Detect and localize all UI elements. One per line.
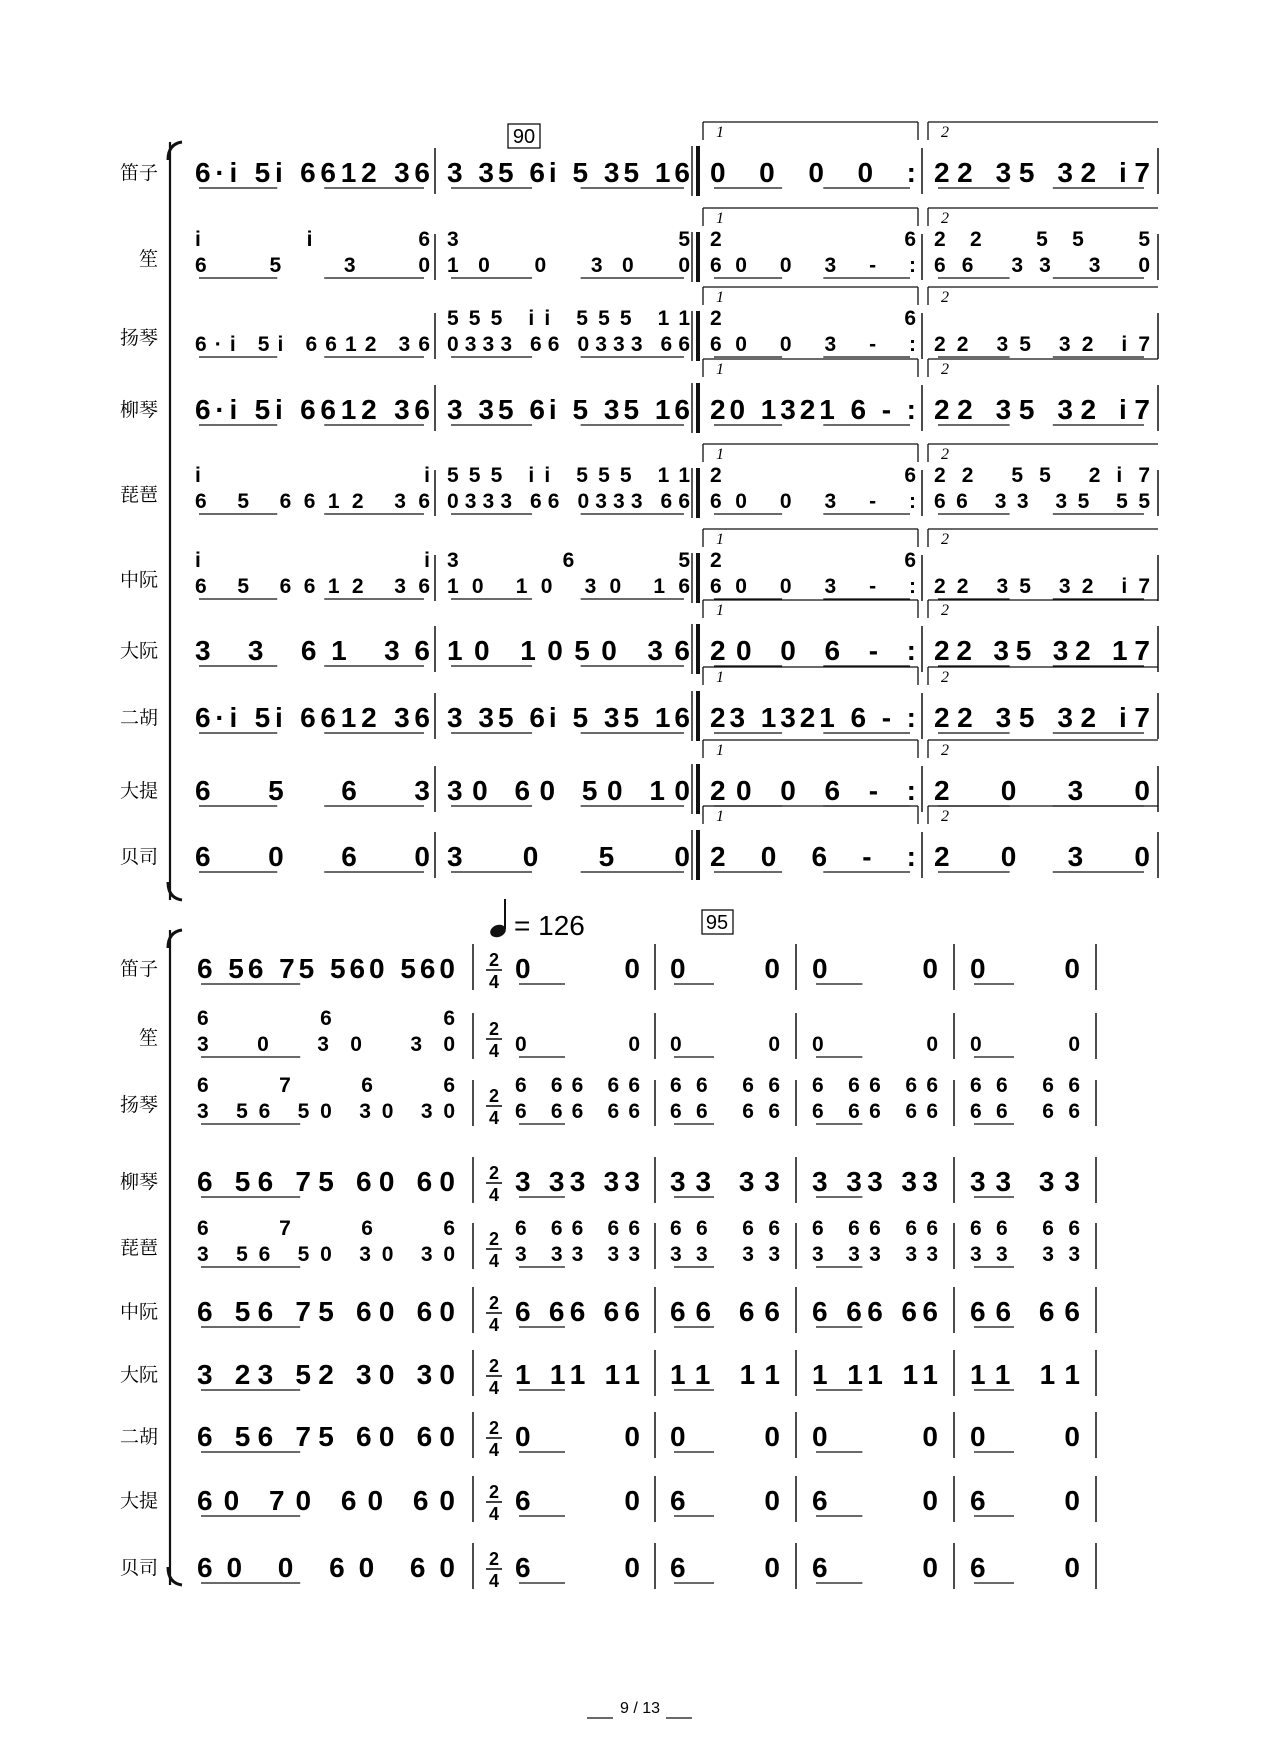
measure-notes: 0 0	[970, 1421, 1080, 1452]
time-signature	[486, 1293, 502, 1335]
time-signature	[486, 950, 502, 992]
time-signature-top: 2	[488, 950, 500, 970]
measure-notes: 3 33 33	[515, 1243, 640, 1266]
measure-notes: 6 56 75 60 60	[197, 1296, 455, 1327]
measure-notes: 3 5	[447, 228, 690, 251]
volta-1-label: 1	[716, 210, 724, 227]
measure-notes: 66 66	[970, 1100, 1080, 1123]
measure-notes: 0 0	[812, 1421, 938, 1452]
instrument-label: 中阮	[119, 569, 158, 591]
measure-notes: 3 23 52 30 30	[197, 1359, 455, 1390]
measure-notes: 0 0	[670, 1033, 780, 1056]
measure-notes: 0333 66 0333 66	[447, 333, 690, 356]
measure-notes: 6 6 6	[197, 1007, 455, 1030]
measure-notes: 66 33 3 0	[934, 254, 1150, 277]
measure-notes: 0 0	[515, 1421, 640, 1452]
measure-notes: 2 6	[710, 228, 916, 251]
instrument-label: 柳琴	[119, 1171, 158, 1193]
measure-notes: 22 55 5	[934, 228, 1150, 251]
measure-notes: 3 0 30 30	[197, 1033, 455, 1056]
measure-notes: 1 11 11	[812, 1359, 938, 1390]
measure-notes: 23 1321 6 - :	[710, 702, 916, 733]
volta-2-label: 2	[941, 669, 949, 686]
measure-notes: 3 35 6i 5 35 16	[447, 702, 690, 733]
measure-notes: i i	[195, 464, 430, 487]
time-signature-top: 2	[488, 1086, 500, 1106]
measure-notes: 66 66	[670, 1296, 780, 1327]
measure-notes: 0 0	[812, 953, 938, 984]
measure-notes: 22 35 32 i7	[934, 575, 1150, 598]
measure-notes: 20 1321 6 - :	[710, 394, 916, 425]
time-signature	[486, 1356, 502, 1398]
measure-notes: 60 0 3 - :	[710, 254, 916, 277]
time-signature-bottom: 4	[488, 1108, 500, 1128]
measure-notes: 66 66	[670, 1074, 780, 1097]
measure-notes: 2 6	[710, 307, 916, 330]
instrument-label: 琵琶	[119, 1237, 158, 1259]
measure-notes: 60 0 3 - :	[710, 490, 916, 513]
measure-notes: 6 56 75 60 60	[197, 1421, 455, 1452]
instrument-label: 扬琴	[119, 327, 158, 349]
measure-notes: 0 0	[515, 953, 640, 984]
volta-1-label: 1	[716, 124, 724, 141]
measure-notes: 6·i 5i 6612 36	[195, 702, 430, 733]
measure-notes: 0 0	[812, 1033, 938, 1056]
measure-notes: 6 7 6 6	[197, 1217, 455, 1240]
measure-notes: 2 0 3 0	[934, 841, 1150, 872]
tempo-marking	[488, 899, 584, 941]
volta-1-label: 1	[716, 602, 724, 619]
staff-row	[120, 1412, 1096, 1460]
measure-notes: 3 33 33	[812, 1243, 938, 1266]
measure-notes: 66 66	[670, 1217, 780, 1240]
staff-row	[120, 1287, 1096, 1335]
measure-notes: 60 0 3 - :	[710, 575, 916, 598]
time-signature-bottom: 4	[488, 1251, 500, 1271]
time-signature	[486, 1418, 502, 1460]
staff-row	[139, 1007, 1096, 1061]
time-signature-top: 2	[488, 1549, 500, 1569]
volta-1-label: 1	[716, 669, 724, 686]
time-signature-top: 2	[488, 1293, 500, 1313]
time-signature	[486, 1482, 502, 1524]
measure-notes: 6 7 6 6	[197, 1074, 455, 1097]
volta-2-label: 2	[941, 361, 949, 378]
measure-notes: 60 70 60 60	[197, 1485, 455, 1516]
measure-notes: 60 0 60 60	[197, 1552, 455, 1583]
staff-row	[120, 944, 1096, 992]
measure-notes: 11 11	[670, 1359, 780, 1390]
measure-notes: 6 0	[812, 1552, 938, 1583]
volta-2-label: 2	[941, 808, 949, 825]
measure-notes: 0 0	[515, 1033, 640, 1056]
instrument-label: 大阮	[119, 640, 158, 662]
measure-notes: 22 35 32 17	[934, 635, 1150, 666]
time-signature-top: 2	[488, 1356, 500, 1376]
instrument-label: 贝司	[119, 1557, 158, 1579]
volta-1-label: 1	[716, 289, 724, 306]
measure-notes: 3 35 6i 5 35 16	[447, 394, 690, 425]
staff-row	[120, 1543, 1096, 1591]
staff-row	[120, 740, 1158, 814]
time-signature	[486, 1549, 502, 1591]
footer	[587, 1700, 692, 1718]
measure-notes: 3 33 33	[515, 1166, 640, 1197]
measure-notes: 0 0	[670, 953, 780, 984]
instrument-label: 大阮	[119, 1364, 158, 1386]
measure-notes: 555 ii 555 11	[447, 464, 690, 487]
measure-notes: 22 35 32 i7	[934, 333, 1150, 356]
staff-row	[120, 122, 1158, 196]
staff-row	[120, 1476, 1096, 1524]
staff-row	[120, 1350, 1096, 1398]
volta-2-label: 2	[941, 742, 949, 759]
instrument-label: 中阮	[119, 1301, 158, 1323]
instrument-label: 笛子	[119, 162, 158, 184]
measure-notes: 6 66 66	[812, 1100, 938, 1123]
volta-1-label: 1	[716, 361, 724, 378]
time-signature-top: 2	[488, 1418, 500, 1438]
measure-notes: 3 35 6i 5 35 16	[447, 157, 690, 188]
volta-2-label: 2	[941, 289, 949, 306]
measure-notes: 6 0 6 0	[195, 841, 430, 872]
measure-notes: 22 35 32 i7	[934, 157, 1150, 188]
time-signature-top: 2	[488, 1229, 500, 1249]
measure-notes: 22 35 32 i7	[934, 394, 1150, 425]
time-signature-bottom: 4	[488, 1315, 500, 1335]
volta-1-label: 1	[716, 808, 724, 825]
measure-notes: 6 66 66	[515, 1074, 640, 1097]
measure-notes: 20 0 6 - :	[710, 775, 916, 806]
instrument-label: 琵琶	[119, 484, 158, 506]
rehearsal-mark	[508, 124, 540, 148]
measure-notes: 6·i 5i 6612 36	[195, 394, 430, 425]
measure-notes: 66 66	[970, 1296, 1080, 1327]
measure-notes: 6 56 75 60 60	[197, 1166, 455, 1197]
measure-notes: 3 56 50 30 30	[197, 1243, 455, 1266]
measure-notes: 3 3 61 36	[195, 635, 430, 666]
staff-row	[120, 1074, 1096, 1128]
time-signature	[486, 1019, 502, 1061]
measure-notes: 2 6	[710, 464, 916, 487]
measure-notes: 0333 66 0333 66	[447, 490, 690, 513]
time-signature-bottom: 4	[488, 1041, 500, 1061]
volta-2-label: 2	[941, 602, 949, 619]
measure-notes: 6·i 5i 6612 36	[195, 157, 430, 188]
page-number: 9 / 13	[619, 1700, 661, 1717]
measure-notes: 11 11	[970, 1359, 1080, 1390]
measure-notes: 33 33	[670, 1243, 780, 1266]
measure-notes: 66 66	[970, 1074, 1080, 1097]
instrument-label: 柳琴	[119, 399, 158, 421]
measure-notes: 2 0 6 - :	[710, 841, 916, 872]
volta-1-label: 1	[716, 446, 724, 463]
measure-notes: 6 66 66	[812, 1074, 938, 1097]
measure-notes: 10 1050 36	[447, 635, 690, 666]
instrument-label: 笙	[138, 1027, 158, 1049]
instrument-label: 二胡	[119, 707, 158, 729]
volta-2-label: 2	[941, 210, 949, 227]
time-signature-bottom: 4	[488, 1504, 500, 1524]
measure-notes: 6 5 6612 36	[195, 490, 430, 513]
measure-notes: 10 10 30 16	[447, 575, 690, 598]
measure-notes: 33 33	[670, 1166, 780, 1197]
rehearsal-mark	[702, 910, 733, 934]
time-signature-top: 2	[488, 1482, 500, 1502]
measure-notes: 6 5 6 3	[195, 775, 430, 806]
measure-notes: 0 0	[670, 1421, 780, 1452]
time-signature	[486, 1163, 502, 1205]
measure-notes: 66 66	[670, 1100, 780, 1123]
measure-notes: 6 0	[670, 1552, 780, 1583]
staff-row	[120, 359, 1158, 433]
time-signature-top: 2	[488, 1163, 500, 1183]
staff-row	[139, 208, 1158, 282]
measure-notes: 6 56 75 560 560	[197, 953, 455, 984]
measure-notes: 6 0	[970, 1485, 1080, 1516]
measure-notes: 20 0 6 - :	[710, 635, 916, 666]
measure-notes: 6 5 3 0	[195, 254, 430, 277]
measure-notes: 66 33 35 55	[934, 490, 1150, 513]
time-signature-bottom: 4	[488, 1440, 500, 1460]
measure-notes: 6 66 66	[812, 1217, 938, 1240]
system-1	[120, 122, 1158, 900]
time-signature	[486, 1086, 502, 1128]
rehearsal-number: 95	[705, 912, 729, 934]
measure-notes: 3 56 50 30 30	[197, 1100, 455, 1123]
measure-notes: 6 0	[970, 1552, 1080, 1583]
staff-row	[120, 667, 1158, 741]
measure-notes: 33 33	[970, 1166, 1080, 1197]
measure-notes: 33 33	[970, 1243, 1080, 1266]
measure-notes: 6 5 6612 36	[195, 575, 430, 598]
measure-notes: 3 33 33	[812, 1166, 938, 1197]
measure-notes: 555 ii 555 11	[447, 307, 690, 330]
instrument-label: 二胡	[119, 1426, 158, 1448]
staff-row	[120, 444, 1158, 518]
volta-2-label: 2	[941, 531, 949, 548]
measure-notes: 0 0 0 0 :	[710, 157, 916, 188]
system-2	[120, 899, 1096, 1591]
instrument-label: 大提	[119, 1490, 158, 1512]
staff-row	[120, 1157, 1096, 1205]
staff-row	[120, 1217, 1096, 1271]
measure-notes: 6 0	[515, 1485, 640, 1516]
measure-notes: 6 66 66	[515, 1217, 640, 1240]
measure-notes: 66 66	[970, 1217, 1080, 1240]
instrument-label: 大提	[119, 780, 158, 802]
instrument-label: 笙	[138, 248, 158, 270]
measure-notes: 0 0	[970, 1033, 1080, 1056]
measure-notes: 22 35 32 i7	[934, 702, 1150, 733]
time-signature-bottom: 4	[488, 1571, 500, 1591]
time-signature-bottom: 4	[488, 972, 500, 992]
measure-notes: 0 0	[970, 953, 1080, 984]
measure-notes: 60 0 3 - :	[710, 333, 916, 356]
instrument-label: 笛子	[119, 958, 158, 980]
measure-notes: 2 0 3 0	[934, 775, 1150, 806]
measure-notes: 1 11 11	[515, 1359, 640, 1390]
measure-notes: 6 0	[670, 1485, 780, 1516]
volta-2-label: 2	[941, 124, 949, 141]
time-signature-bottom: 4	[488, 1378, 500, 1398]
staff-row	[120, 529, 1158, 603]
measure-notes: 10 0 30 0	[447, 254, 690, 277]
measure-notes: 6 66 66	[515, 1100, 640, 1123]
measure-notes: 22 55 2i7	[934, 464, 1150, 487]
time-signature	[486, 1229, 502, 1271]
measure-notes: 6 0	[515, 1552, 640, 1583]
staff-row	[120, 287, 1158, 361]
measure-notes: 2 6	[710, 549, 916, 572]
volta-2-label: 2	[941, 446, 949, 463]
measure-notes: 3 6 5	[447, 549, 690, 572]
volta-1-label: 1	[716, 531, 724, 548]
measure-notes: 30 60 50 10	[447, 775, 690, 806]
measure-notes: 3 0 5 0	[447, 841, 690, 872]
volta-1-label: 1	[716, 742, 724, 759]
measure-notes: 6 66 66	[515, 1296, 640, 1327]
rehearsal-number: 90	[512, 126, 536, 148]
tempo-value: = 126	[514, 910, 585, 941]
staff-row	[120, 806, 1158, 880]
staff-row	[120, 600, 1158, 674]
measure-notes: i i	[195, 549, 430, 572]
instrument-label: 贝司	[119, 846, 158, 868]
measure-notes: i i 6	[195, 228, 430, 251]
time-signature-top: 2	[488, 1019, 500, 1039]
measure-notes: 6·i 5i 6612 36	[195, 333, 430, 356]
instrument-label: 扬琴	[119, 1094, 158, 1116]
measure-notes: 6 0	[812, 1485, 938, 1516]
time-signature-bottom: 4	[488, 1185, 500, 1205]
measure-notes: 6 66 66	[812, 1296, 938, 1327]
